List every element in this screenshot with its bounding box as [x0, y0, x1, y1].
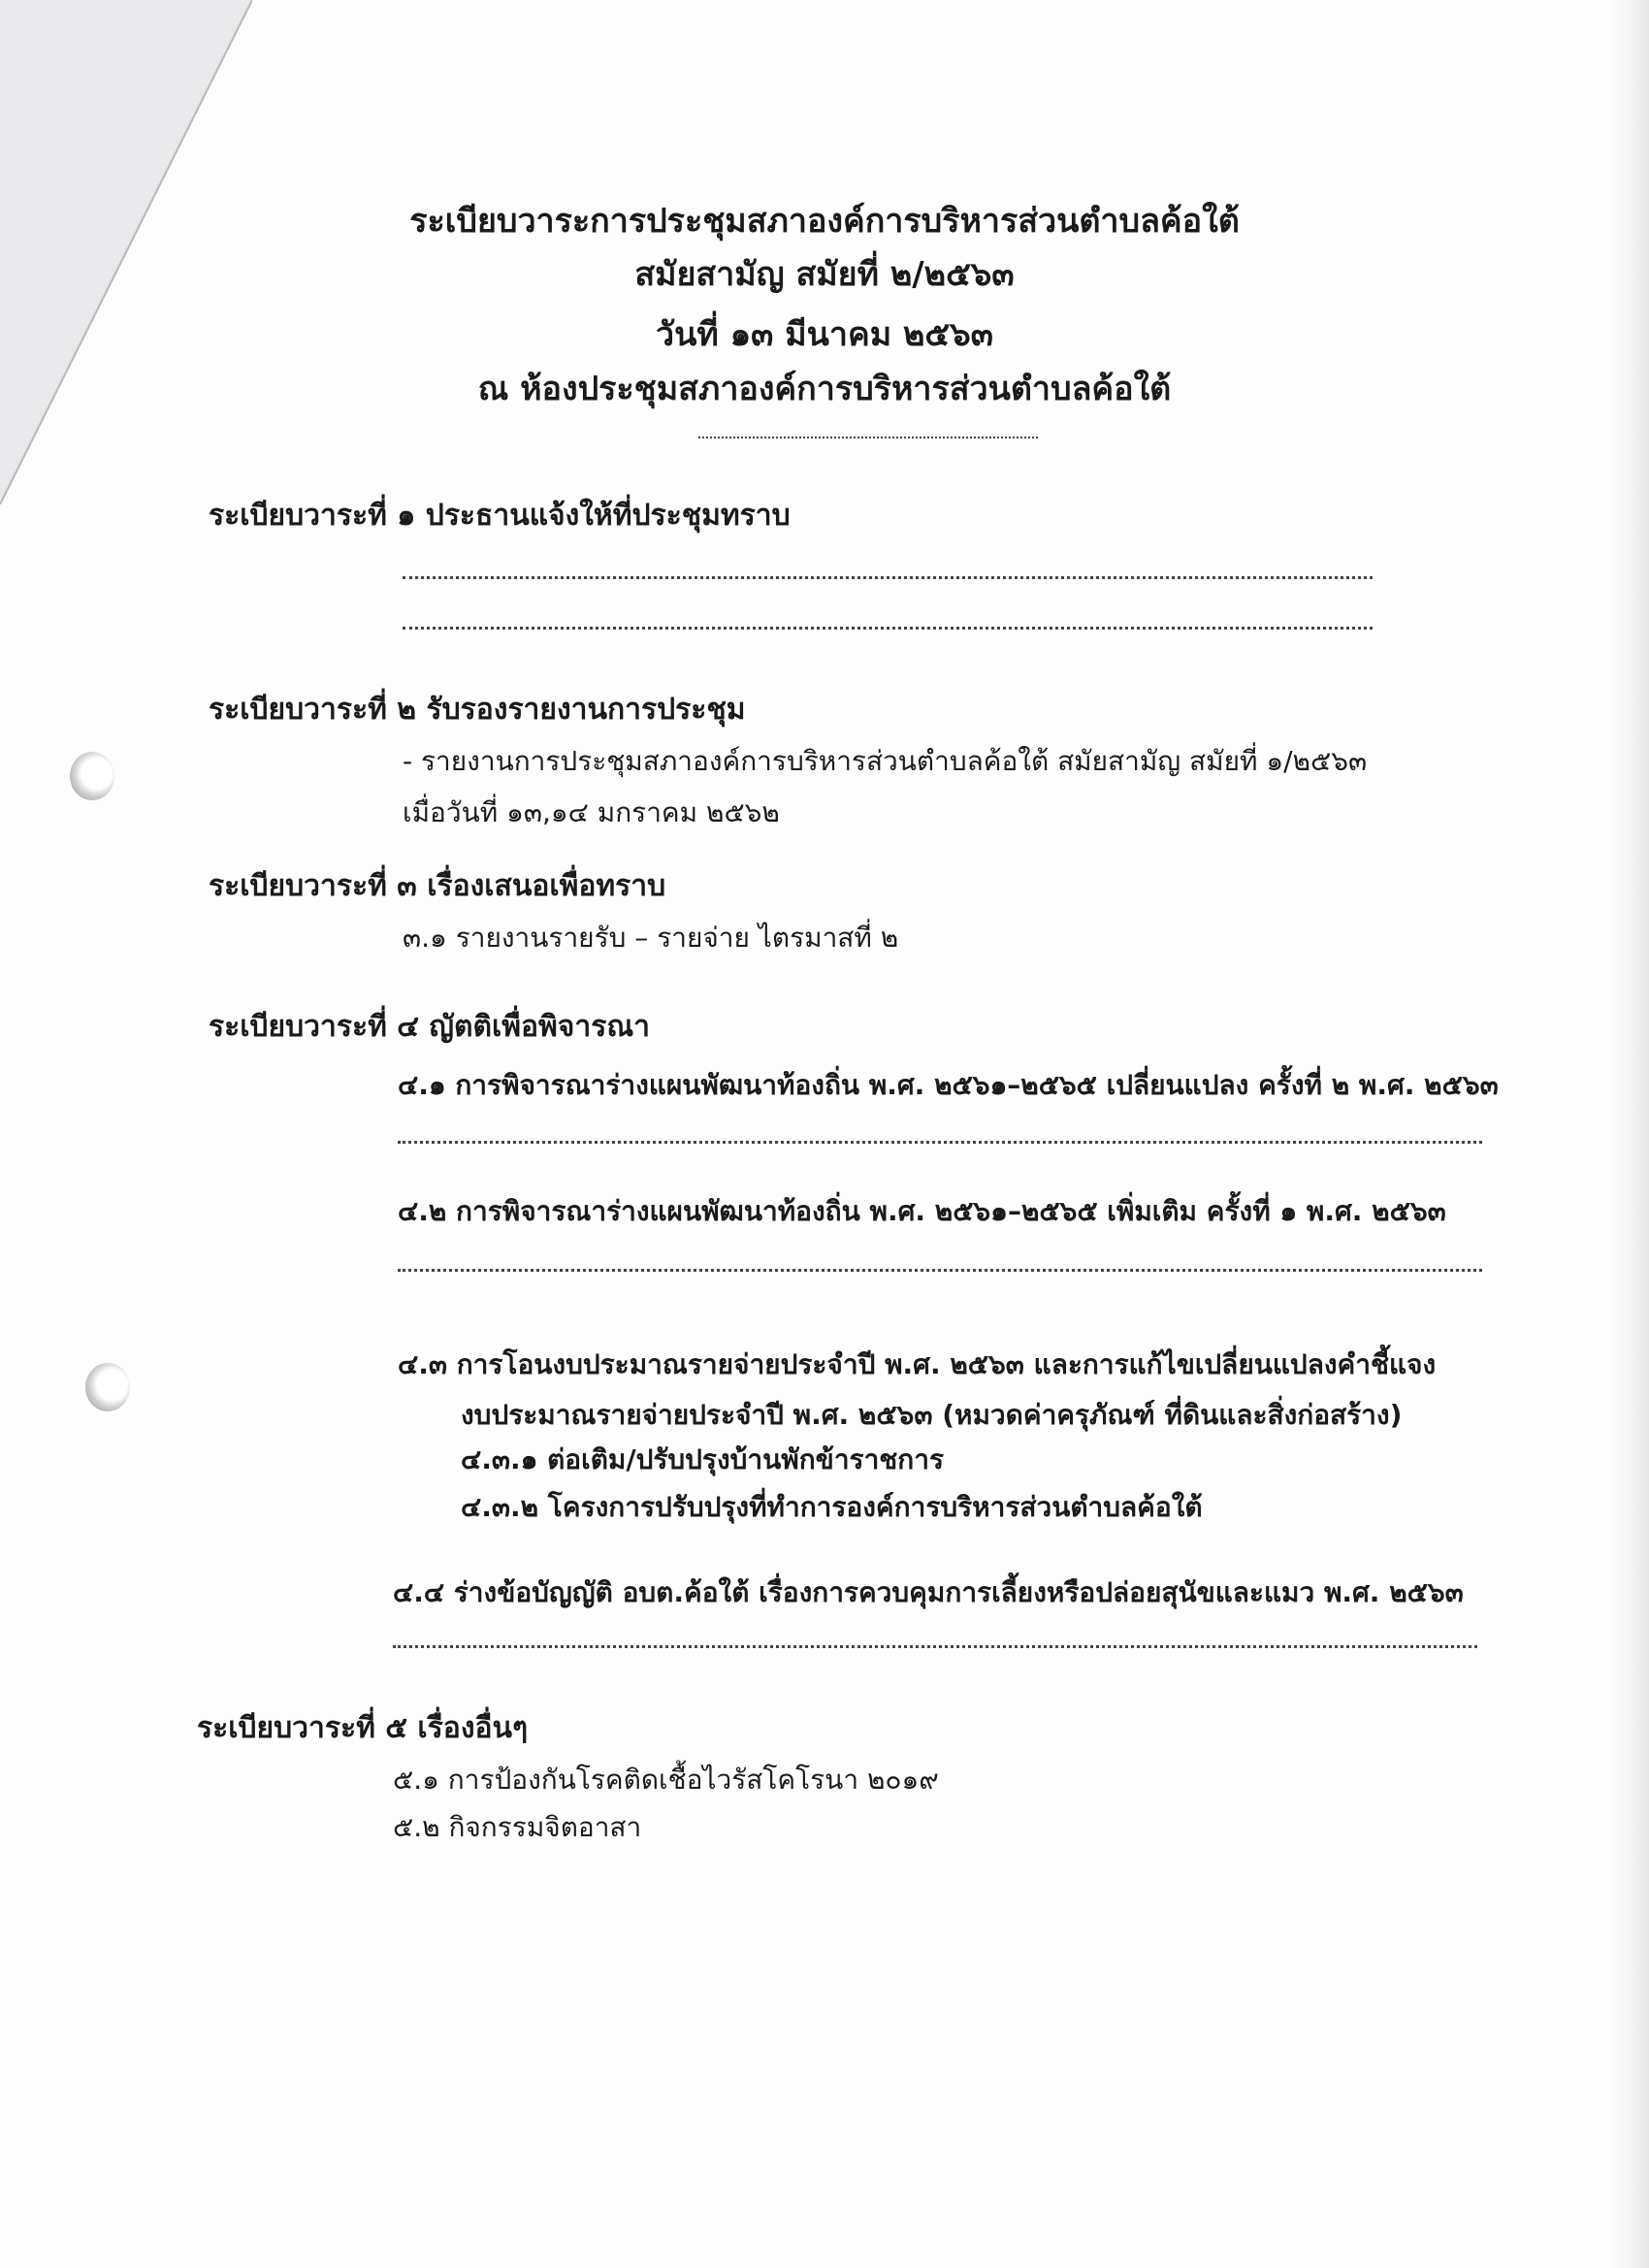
agenda-5-title: ระเบียบวาระที่ ๕ เรื่องอื่นๆ: [197, 1711, 529, 1745]
agenda-4-title: ระเบียบวาระที่ ๔ ญัตติเพื่อพิจารณา: [209, 1010, 650, 1044]
agenda-3-item-1: ๓.๑ รายงานรายรับ – รายจ่าย ไตรมาสที่ ๒: [403, 922, 899, 954]
agenda-2-line-2: เมื่อวันที่ ๑๓,๑๔ มกราคม ๒๕๖๒: [403, 796, 780, 828]
agenda-3-title: ระเบียบวาระที่ ๓ เรื่องเสนอเพื่อทราบ: [209, 869, 666, 903]
agenda-4-item-2: ๔.๒ การพิจารณาร่างแผนพัฒนาท้องถิ่น พ.ศ. ๒๕๖๑–๒๕๖๕ เพิ่มเติม ครั้งที่ ๑ พ.ศ. ๒๕๖๓: [398, 1195, 1446, 1227]
document-title: ระเบียบวาระการประชุมสภาองค์การบริหารส่วนตำบลค้อใต้: [409, 202, 1240, 241]
agenda-1-dotted-line-1: [403, 576, 1373, 579]
agenda-4-item-4: ๔.๔ ร่างข้อบัญญัติ อบต.ค้อใต้ เรื่องการควบคุมการเลี้ยงหรือปล่อยสุนัขและแมว พ.ศ. ๒๕๖๓: [393, 1576, 1464, 1608]
punch-hole-top: [70, 752, 114, 800]
agenda-1-dotted-line-2: [403, 627, 1373, 630]
agenda-4-item-1: ๔.๑ การพิจารณาร่างแผนพัฒนาท้องถิ่น พ.ศ. ๒๕๖๑–๒๕๖๕ เปลี่ยนแปลง ครั้งที่ ๒ พ.ศ. ๒๕๖๓: [398, 1069, 1499, 1101]
header-divider: [698, 437, 1038, 438]
agenda-4-item-3-line-2: งบประมาณรายจ่ายประจำปี พ.ศ. ๒๕๖๓ (หมวดค่าครุภัณฑ์ ที่ดินและสิ่งก่อสร้าง): [461, 1399, 1403, 1431]
agenda-4-item-3-sub-1: ๔.๓.๑ ต่อเติม/ปรับปรุงบ้านพักข้าราชการ: [461, 1443, 945, 1475]
agenda-4-item-1-dotted-line: [398, 1141, 1482, 1144]
agenda-4-item-3-line-1: ๔.๓ การโอนงบประมาณรายจ่ายประจำปี พ.ศ. ๒๕๖๓ และการแก้ไขเปลี่ยนแปลงคำชี้แจง: [398, 1348, 1437, 1380]
agenda-1-title: ระเบียบวาระที่ ๑ ประธานแจ้งให้ที่ประชุมทราบ: [209, 499, 791, 533]
agenda-5-item-2: ๕.๒ กิจกรรมจิตอาสา: [393, 1811, 642, 1843]
agenda-4-item-4-dotted-line: [393, 1645, 1477, 1648]
date-line: วันที่ ๑๓ มีนาคม ๒๕๖๓: [656, 315, 993, 354]
agenda-4-item-3-sub-2: ๔.๓.๒ โครงการปรับปรุงที่ทำการองค์การบริหารส่วนตำบลค้อใต้: [461, 1491, 1203, 1523]
agenda-2-title: ระเบียบวาระที่ ๒ รับรองรายงานการประชุม: [209, 693, 746, 727]
session-line: สมัยสามัญ สมัยที่ ๒/๒๕๖๓: [634, 255, 1015, 294]
place-line: ณ ห้องประชุมสภาองค์การบริหารส่วนตำบลค้อใต้: [477, 370, 1172, 408]
agenda-2-line-1: - รายงานการประชุมสภาองค์การบริหารส่วนตำบลค้อใต้ สมัยสามัญ สมัยที่ ๑/๒๕๖๓: [403, 745, 1368, 777]
punch-hole-bottom: [85, 1363, 130, 1411]
agenda-4-item-2-dotted-line: [398, 1269, 1482, 1272]
agenda-5-item-1: ๕.๑ การป้องกันโรคติดเชื้อไวรัสโคโรนา ๒๐๑๙: [393, 1764, 939, 1796]
